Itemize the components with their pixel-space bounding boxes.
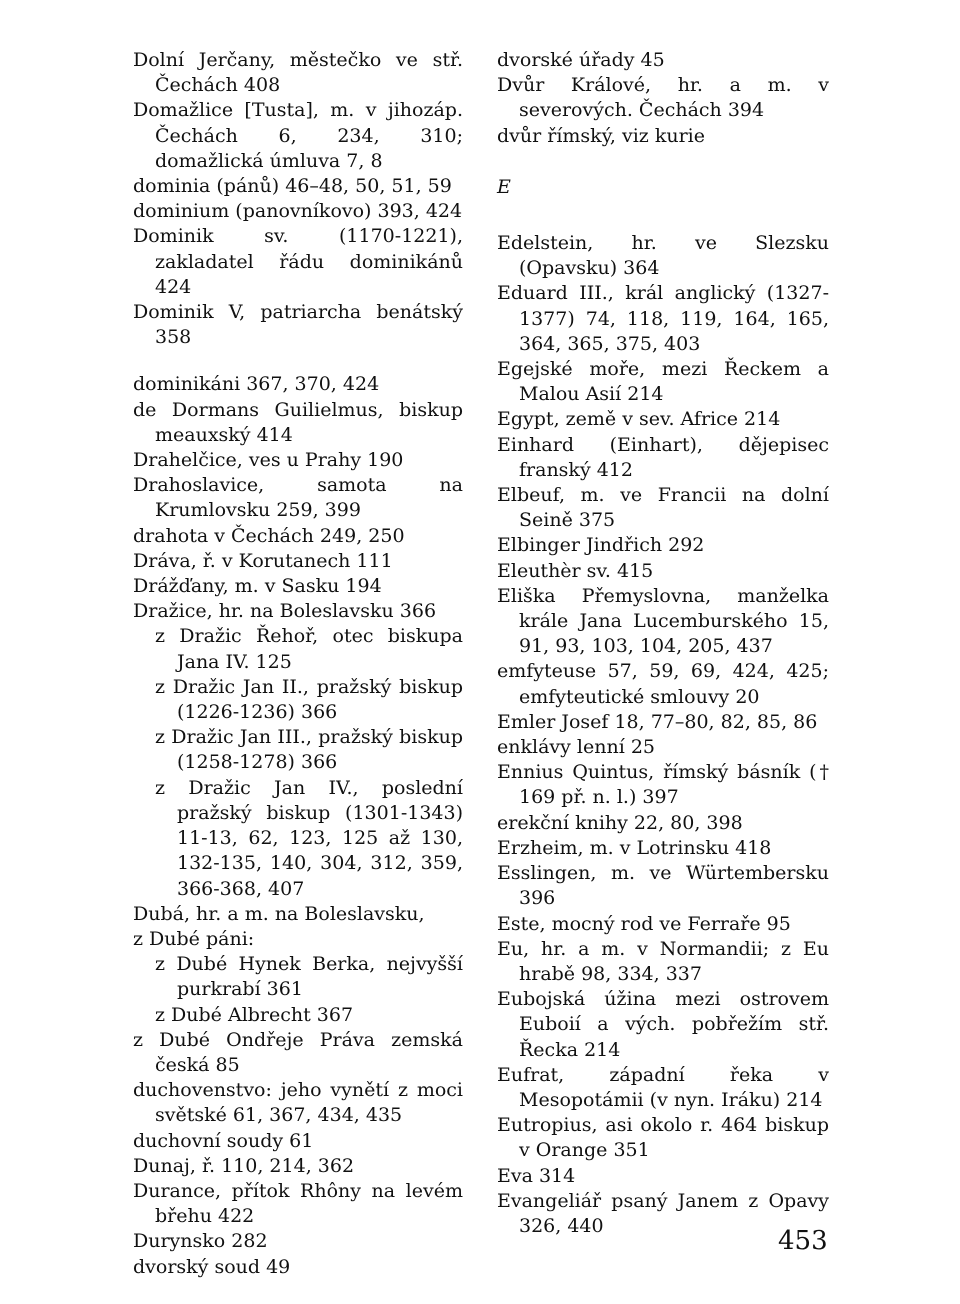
page-number: 453 — [778, 1226, 828, 1256]
index-entry: Dvůr Králové, hr. a m. v severových. Čechách 394 — [497, 74, 829, 122]
index-entry: Este, mocný rod ve Ferraře 95 — [497, 912, 791, 935]
index-entry: Erzheim, m. v Lotrinsku 418 — [497, 836, 772, 859]
index-entry: erekční knihy 22, 80, 398 — [497, 811, 743, 834]
index-entry: Elbeuf, m. ve Francii na dolní Seině 375 — [497, 484, 829, 532]
index-entry: Edelstein, hr. ve Slezsku (Opavsku) 364 — [497, 232, 829, 280]
index-entry: Eubojská úžina mezi ostrovem Euboií a vých. pobřežím stř. Řecka 214 — [497, 988, 829, 1061]
right-column-bottom-entries — [497, 231, 829, 1239]
index-entry: Egejské moře, mezi Řeckem a Malou Asií 214 — [497, 358, 829, 406]
index-entry: dominia (pánů) 46–48, 50, 51, 59 — [133, 175, 452, 198]
index-entry: Dolní Jerčany, městečko ve stř. Čechách 408 — [133, 49, 463, 97]
index-entry: dominium (panovníkovo) 393, 424 — [133, 200, 463, 223]
index-entry: dominikáni 367, 370, 424 — [133, 373, 380, 396]
index-entry: Ennius Quintus, římský básník († 169 př. n. l.) 397 — [497, 761, 829, 809]
index-entry: duchovní soudy 61 — [133, 1129, 314, 1152]
index-entry: Esslingen, m. ve Würtembersku 396 — [497, 862, 829, 910]
index-entry: Eutropius, asi okolo r. 464 biskup v Orange 351 — [497, 1114, 829, 1162]
index-entry: Eleuthèr sv. 415 — [497, 559, 654, 582]
index-entry: de Dormans Guilielmus, biskup meauxský 414 — [133, 398, 463, 446]
index-entry: Eliška Přemyslovna, manželka krále Jana Lucemburského 15, 91, 93, 103, 104, 205, 437 — [497, 584, 829, 658]
index-entry: Drahoslavice, samota na Krumlovsku 259, 399 — [133, 474, 463, 522]
index-entry: Dunaj, ř. 110, 214, 362 — [133, 1154, 355, 1177]
index-entry: Emler Josef 18, 77–80, 82, 85, 86 — [497, 710, 818, 733]
index-entry: Dominik V, patriarcha benátský 358 — [133, 301, 463, 349]
right-column-top-entries — [497, 48, 829, 149]
index-entry: emfyteuse 57, 59, 69, 424, 425; emfyteutické smlouvy 20 — [497, 660, 829, 708]
index-entry: dvůr římský, viz kurie — [497, 124, 705, 147]
index-entry: z Dražic Jan III., pražský biskup (1258-1278) 366 — [155, 726, 463, 774]
index-entry: Dražice, hr. na Boleslavsku 366 — [133, 600, 437, 623]
index-entry: duchovenstvo: jeho vynětí z moci světské 61, 367, 434, 435 — [133, 1079, 463, 1127]
index-entry: z Dražic Řehoř, otec biskupa Jana IV. 125 — [155, 625, 463, 673]
index-entry: Einhard (Einhart), dějepisec franský 412 — [497, 433, 829, 481]
index-entry: Dubá, hr. a m. na Boleslavsku, — [133, 902, 425, 925]
index-entry: Evangeliář psaný Janem z Opavy 326, 440 — [497, 1189, 829, 1237]
index-entry: Eduard III., král anglický (1327-1377) 74, 118, 119, 164, 165, 364, 365, 375, 403 — [497, 282, 829, 355]
section-letter-heading: E — [497, 175, 511, 198]
index-entry: z Dubé Ondřeje Práva zemská česká 85 — [133, 1028, 463, 1076]
index-entry: drahota v Čechách 249, 250 — [133, 524, 405, 547]
index-entry: Durynsko 282 — [133, 1230, 268, 1253]
index-entry: Eu, hr. a m. v Normandii; z Eu hrabě 98, 334, 337 — [497, 937, 829, 985]
index-entry: z Dubé Albrecht 367 — [155, 1003, 354, 1026]
index-entry: Dominik sv. (1170-1221), zakladatel řádu dominikánů 424 — [133, 225, 463, 298]
left-index-column — [133, 48, 463, 1280]
index-entry: z Dražic Jan IV., poslední pražský biskup (1301-1343) 11-13, 62, 123, 125 až 130, 132-135, 140, 304, 312, 359, 366-368, 407 — [155, 776, 463, 900]
index-entry: Drahelčice, ves u Prahy 190 — [133, 449, 404, 472]
index-entry: Elbinger Jindřich 292 — [497, 534, 705, 557]
index-entry: dvorské úřady 45 — [497, 49, 665, 71]
index-entry: z Dražic Jan II., pražský biskup (1226-1236) 366 — [155, 675, 463, 724]
index-entry: dvorský soud 49 — [133, 1255, 291, 1278]
index-entry: Eva 314 — [497, 1164, 576, 1187]
index-entry: z Dubé Hynek Berka, nejvyšší purkrabí 361 — [155, 953, 463, 1001]
index-entry: Drážďany, m. v Sasku 194 — [133, 575, 382, 598]
index-entry: Domažlice [Tusta], m. v jihozáp. Čechách 6, 234, 310; domažlická úmluva 7, 8 — [133, 99, 463, 172]
index-entry: Durance, přítok Rhôny na levém břehu 422 — [133, 1179, 463, 1228]
index-entry: z Dubé páni: — [133, 927, 255, 950]
index-entry: enklávy lenní 25 — [497, 736, 655, 759]
index-entry: Dráva, ř. v Korutanech 111 — [133, 549, 393, 572]
right-index-column — [497, 48, 829, 1239]
index-entry: Eufrat, západní řeka v Mesopotámii (v nyn. Iráku) 214 — [497, 1063, 829, 1111]
index-entry: Egypt, země v sev. Africe 214 — [497, 408, 781, 431]
